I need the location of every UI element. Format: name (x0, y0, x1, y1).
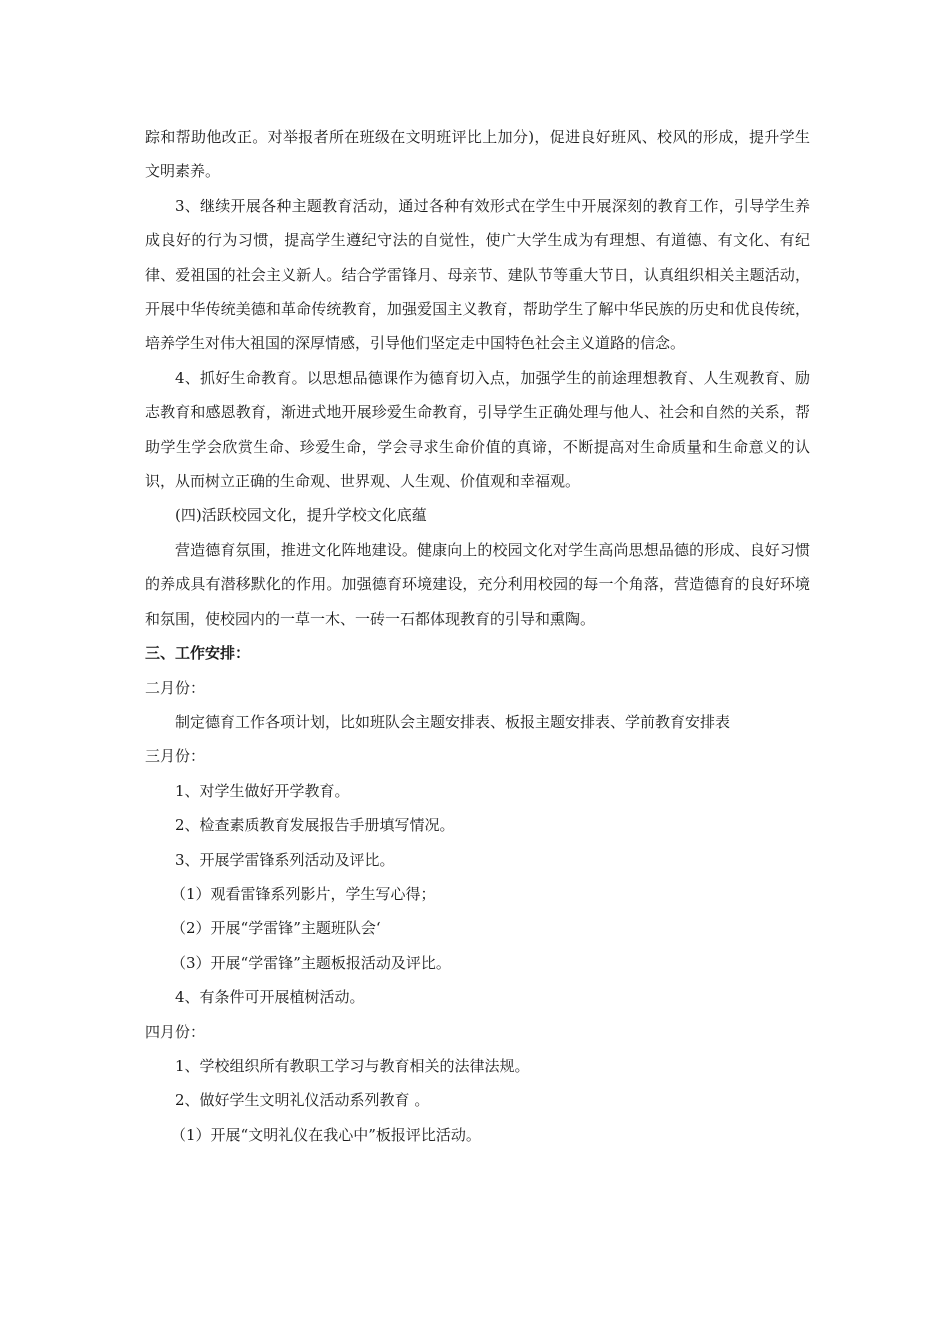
section-heading-4: (四)活跃校园文化，提升学校文化底蕴 (175, 506, 427, 525)
mar-item-1: 1、对学生做好开学教育。 (175, 781, 350, 800)
mar-item-4: 4、有条件可开展植树活动。 (175, 988, 365, 1007)
apr-item-2: 2、做好学生文明礼仪活动系列教育 。 (175, 1091, 430, 1110)
mar-item-3: 3、开展学雷锋系列活动及评比。 (175, 850, 395, 869)
section-4-paragraph: 营造德育氛围，推进文化阵地建设。健康向上的校园文化对学生高尚思想品德的形成、良好习惯的养成具有潜移默化的作用。加强德育环境建设，充分利用校园的每一个角落，营造德育的良好环境和氛围，使校园内的一草一木、一砖一石都体现教育的引导和熏陶。 (145, 540, 810, 628)
apr-subitem-1: （1）开展“文明礼仪在我心中”板报评比活动。 (171, 1125, 481, 1144)
mar-subitem-1: （1）观看雷锋系列影片，学生写心得； (171, 884, 436, 903)
continued-paragraph: 踪和帮助他改正。对举报者所在班级在文明班评比上加分)，促进良好班风、校风的形成，提升学生文明素养。 (145, 128, 810, 181)
month-label-apr: 四月份： (145, 1022, 206, 1041)
month-label-feb: 二月份： (145, 678, 206, 697)
paragraph-item-4: 4、抓好生命教育。以思想品德课作为德育切入点，加强学生的前途理想教育、人生观教育、励志教育和感恩教育，渐进式地开展珍爱生命教育，引导学生正确处理与他人、社会和自然的关系，帮助学生学会欣赏生命、珍爱生命，学会寻求生命价值的真谛，不断提高对生命质量和生命意义的认识，从而树立正确的生命观、世界观、人生观、价值观和幸福观。 (145, 368, 810, 491)
mar-subitem-3: （3）开展“学雷锋”主题板报活动及评比。 (171, 953, 451, 972)
heading-work-arrangement: 三、工作安排： (145, 644, 251, 663)
document-body (145, 120, 810, 1152)
month-label-mar: 三月份： (145, 747, 206, 766)
mar-item-2: 2、检查素质教育发展报告手册填写情况。 (175, 816, 455, 835)
feb-item: 制定德育工作各项计划，比如班队会主题安排表、板报主题安排表、学前教育安排表 (175, 712, 731, 731)
apr-item-1: 1、学校组织所有教职工学习与教育相关的法律法规。 (175, 1056, 530, 1075)
mar-subitem-2: （2）开展“学雷锋”主题班队会‘ (171, 919, 381, 938)
paragraph-item-3: 3、继续开展各种主题教育活动，通过各种有效形式在学生中开展深刻的教育工作，引导学生养成良好的行为习惯，提高学生遵纪守法的自觉性，使广大学生成为有理想、有道德、有文化、有纪律、爱祖国的社会主义新人。结合学雷锋月、母亲节、建队节等重大节日，认真组织相关主题活动，开展中华传统美德和革命传统教育，加强爱国主义教育，帮助学生了解中华民族的历史和优良传统，培养学生对伟大祖国的深厚情感，引导他们坚定走中国特色社会主义道路的信念。 (145, 196, 810, 353)
